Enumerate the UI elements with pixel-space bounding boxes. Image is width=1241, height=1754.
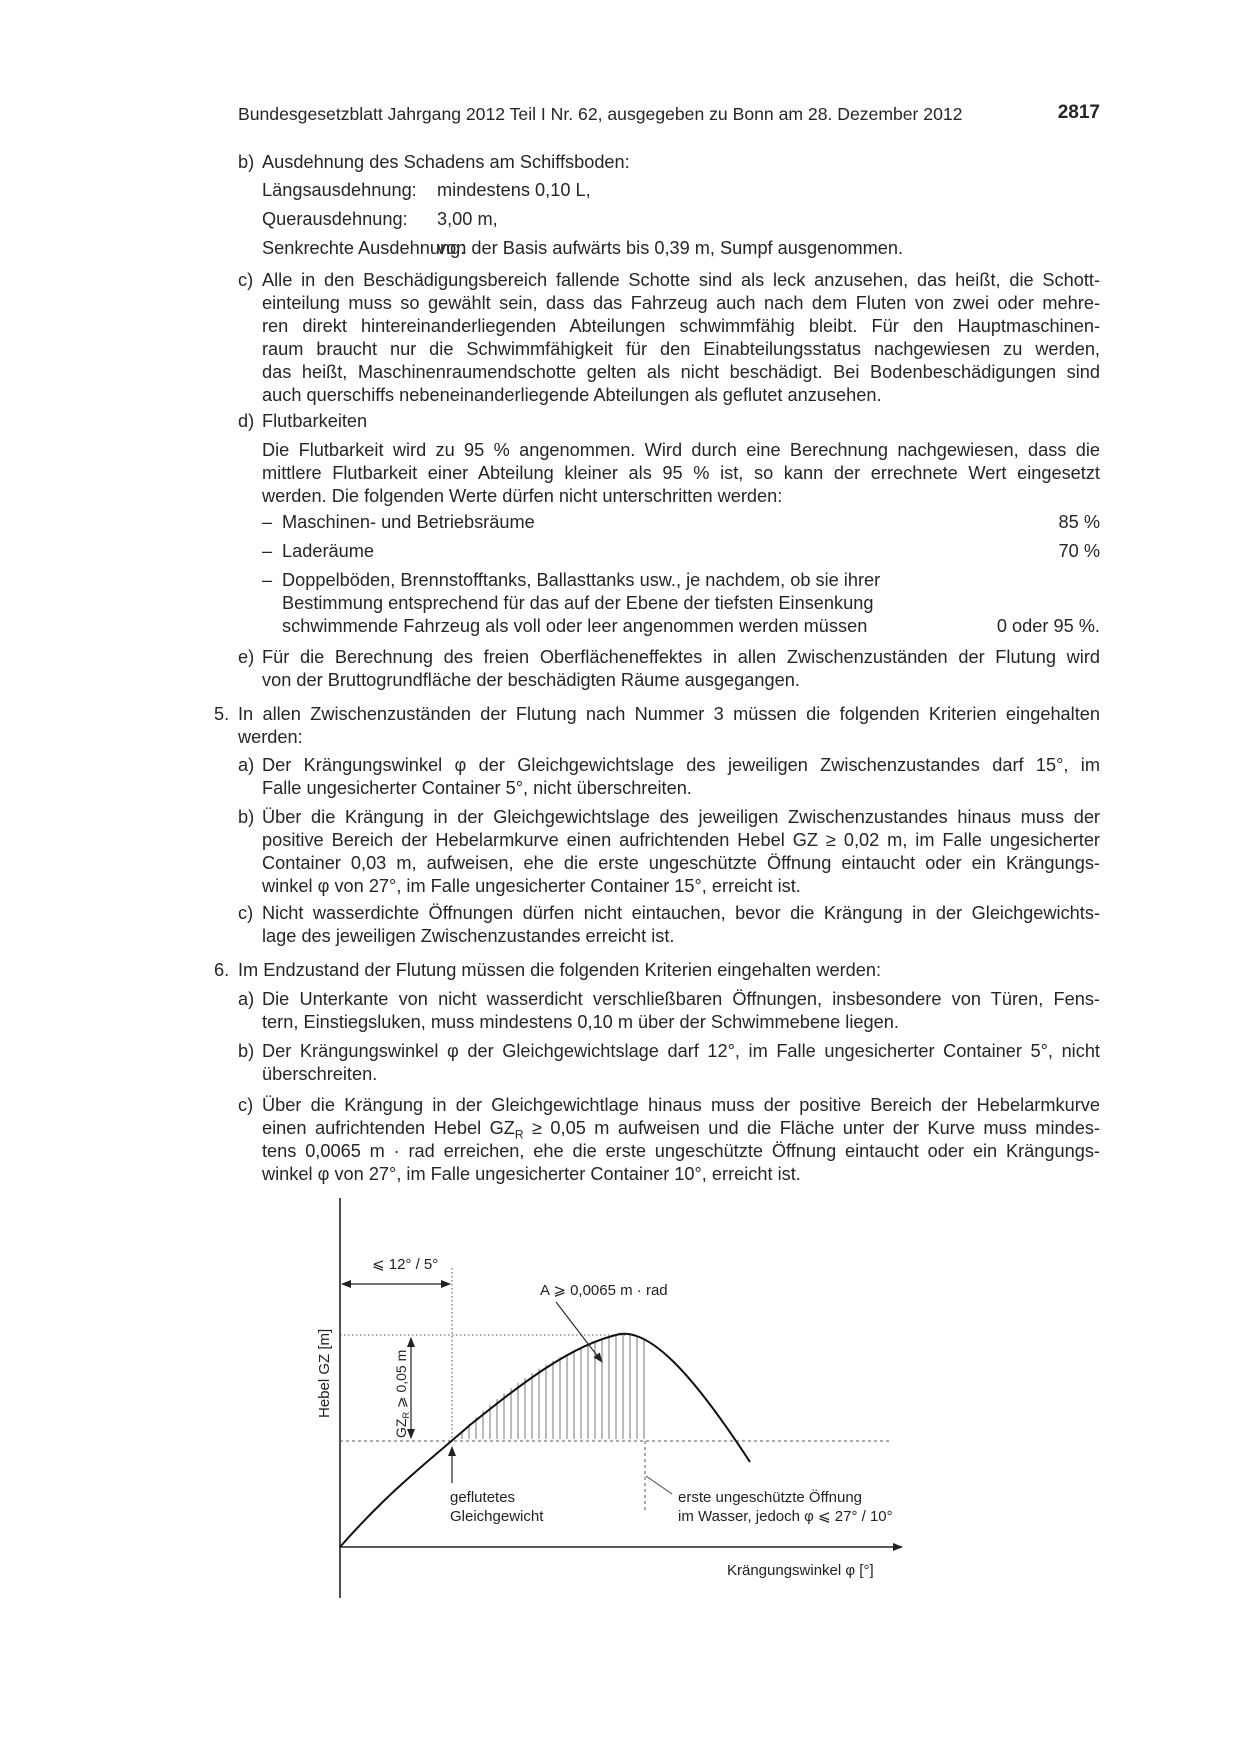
dash-bullet: – xyxy=(262,512,273,532)
item-6-label: 6. xyxy=(214,960,230,980)
text-line: Über die Krängung in der Gleichgewichtslage des jeweiligen Zwischenzustandes hinaus muss der xyxy=(262,807,1100,827)
text-line: überschreiten. xyxy=(262,1064,378,1084)
item-6b xyxy=(238,1040,1100,1088)
text-line: winkel φ von 27°, im Falle ungesicherter Container 15°, erreicht ist. xyxy=(262,876,801,896)
section-d xyxy=(238,410,1100,635)
y-axis-label: Hebel GZ [m] xyxy=(316,1328,333,1418)
text-fragment: ≥ 0,05 m aufweisen und die Fläche unter der Kurve muss mindes- xyxy=(523,1118,1100,1138)
item-5-label: 5. xyxy=(214,704,230,724)
section-d-title: Flutbarkeiten xyxy=(262,411,368,431)
gzr-label xyxy=(393,1350,411,1438)
text-line: Über die Krängung in der Gleichgewichtlage hinaus muss der positive Bereich der Hebelarmkurve xyxy=(262,1095,1100,1115)
item-6b-text xyxy=(262,1040,1100,1086)
permeability-label: Laderäume xyxy=(282,541,375,561)
extent-key: Querausdehnung: xyxy=(262,209,408,229)
item-6a xyxy=(238,988,1100,1036)
text-line: Der Krängungswinkel φ der Gleichgewichtslage des jeweiligen Zwischenzustandes darf 15°, im xyxy=(262,755,1100,775)
text-line: mittlere Flutbarkeit einer Abteilung kleiner als 95 % ist, so kann der errechnete Wert eingesetzt xyxy=(262,463,1100,483)
text-line: tern, Einstiegsluken, muss mindestens 0,10 m über der Schwimmebene liegen. xyxy=(262,1012,899,1032)
opening-label-line: im Wasser, jedoch φ ⩽ 27° / 10° xyxy=(678,1508,893,1525)
text-line: Für die Berechnung des freien Oberflächeneffektes in allen Zwischenzuständen der Flutung wird xyxy=(262,647,1100,667)
extent-key: Senkrechte Ausdehnung: xyxy=(262,238,466,258)
item-5a-label: a) xyxy=(238,755,255,775)
text-line: Die Flutbarkeit wird zu 95 % angenommen. Wird durch eine Berechnung nachgewiesen, dass die xyxy=(262,440,1100,460)
item-6a-label: a) xyxy=(238,989,255,1009)
gzr-label-main: GZ xyxy=(393,1418,409,1438)
extent-key: Längsausdehnung: xyxy=(262,180,417,200)
permeability-value: 70 % xyxy=(1058,541,1100,561)
text-line: Der Krängungswinkel φ der Gleichgewichtslage darf 12°, im Falle ungesicherter Container 5°, nicht xyxy=(262,1041,1100,1061)
item-6c-label: c) xyxy=(238,1095,254,1115)
text-line: Nicht wasserdichte Öffnungen dürfen nicht eintauchen, bevor die Krängung in der Gleichgewichts- xyxy=(262,903,1100,923)
extent-value: mindestens 0,10 L, xyxy=(437,180,591,200)
item-5b-label: b) xyxy=(238,807,255,827)
section-d-text xyxy=(262,439,1100,508)
item-5-text xyxy=(238,703,1100,749)
item-6b-label: b) xyxy=(238,1041,255,1061)
area-hatching xyxy=(462,1330,644,1441)
opening-pointer-line xyxy=(646,1476,672,1494)
extent-value: von der Basis aufwärts bis 0,39 m, Sumpf ausgenommen. xyxy=(437,238,904,258)
text-line: winkel φ von 27°, im Falle ungesicherter Container 10°, erreicht ist. xyxy=(262,1164,801,1184)
text-line: raum braucht nur die Schwimmfähigkeit für den Einabteilungsstatus nachgewiesen zu werden, xyxy=(262,339,1100,359)
area-label: A ⩾ 0,0065 m · rad xyxy=(540,1282,668,1299)
item-6a-text xyxy=(262,988,1100,1034)
dash-bullet: – xyxy=(262,570,273,590)
text-line: Alle in den Beschädigungsbereich fallende Schotte sind als leck anzusehen, das heißt, die Schott- xyxy=(262,270,1100,290)
text-line: lage des jeweiligen Zwischenzustandes erreicht ist. xyxy=(262,926,675,946)
equilibrium-label-line: Gleichgewicht xyxy=(450,1508,544,1525)
text-line: werden. Die folgenden Werte dürfen nicht unterschritten werden: xyxy=(262,486,783,506)
subscript-r: R xyxy=(514,1127,524,1142)
permeability-value: 85 % xyxy=(1058,512,1100,532)
item-5b xyxy=(238,806,1100,900)
section-c-label: c) xyxy=(238,270,254,290)
section-b xyxy=(238,151,1100,271)
item-6c-text xyxy=(262,1094,1100,1186)
section-b-title: Ausdehnung des Schadens am Schiffsboden: xyxy=(262,152,630,172)
text-line: einteilung muss so gewählt sein, dass das Fahrzeug auch nach dem Fluten von zwei oder mehre- xyxy=(262,293,1100,313)
angle-label: ⩽ 12° / 5° xyxy=(372,1256,439,1273)
text-fragment: einen aufrichtenden Hebel GZ xyxy=(262,1118,515,1138)
text-line: werden: xyxy=(238,727,303,747)
item-6-text: Im Endzustand der Flutung müssen die folgenden Kriterien eingehalten werden: xyxy=(238,960,882,980)
text-line: das heißt, Maschinenraumendschotte gelten als nicht beschädigt. Bei Bodenbeschädigungen sind xyxy=(262,362,1100,382)
text-line: Falle ungesicherter Container 5°, nicht überschreiten. xyxy=(262,778,692,798)
text-line: ren direkt hintereinanderliegenden Abteilungen schwimmfähig bleibt. Für den Hauptmaschinen- xyxy=(262,316,1100,336)
item-5a-text xyxy=(262,754,1100,800)
permeability-label: Doppelböden, Brennstofftanks, Ballasttanks usw., je nachdem, ob sie ihrer xyxy=(282,570,881,590)
text-line: von der Bruttogrundfläche der beschädigten Räume ausgegangen. xyxy=(262,670,800,690)
extent-value: 3,00 m, xyxy=(437,209,498,229)
area-pointer-arrow xyxy=(556,1302,602,1362)
lever-arm-diagram xyxy=(300,1195,940,1605)
section-e xyxy=(238,646,1100,694)
section-b-label: b) xyxy=(238,152,255,172)
opening-label-line: erste ungeschützte Öffnung xyxy=(678,1489,863,1506)
dash-bullet: – xyxy=(262,541,273,561)
section-e-text xyxy=(262,646,1100,692)
section-c xyxy=(238,269,1100,409)
permeability-label: schwimmende Fahrzeug als voll oder leer angenommen werden müssen xyxy=(282,616,868,636)
permeability-value: 0 oder 95 %. xyxy=(996,616,1100,636)
x-axis-label: Krängungswinkel φ [°] xyxy=(727,1562,874,1579)
item-5b-text xyxy=(262,806,1100,898)
page-number: 2817 xyxy=(1057,102,1100,123)
equilibrium-label-line: geflutetes xyxy=(450,1489,516,1506)
item-5a xyxy=(238,754,1100,802)
permeability-item xyxy=(262,540,1100,564)
text-line: positive Bereich der Hebelarmkurve einen aufrichtenden Hebel GZ ≥ 0,02 m, im Falle ungesicherter xyxy=(262,830,1100,850)
permeability-item xyxy=(262,569,1100,639)
gzr-label-rest: ⩾ 0,05 m xyxy=(393,1349,409,1413)
page-header xyxy=(238,101,1100,127)
item-5c xyxy=(238,902,1100,950)
section-c-text xyxy=(262,269,1100,407)
section-e-label: e) xyxy=(238,647,255,667)
gzr-label-sub: R xyxy=(401,1412,411,1419)
permeability-item xyxy=(262,511,1100,535)
text-line: Die Unterkante von nicht wasserdicht verschließbaren Öffnungen, insbesondere von Türen, Fens- xyxy=(262,989,1100,1009)
item-5 xyxy=(214,703,1100,751)
item-5c-text xyxy=(262,902,1100,948)
text-line xyxy=(262,1117,1100,1140)
text-line: auch querschiffs nebeneinanderliegende Abteilungen als geflutet anzusehen. xyxy=(262,385,882,405)
permeability-label: Bestimmung entsprechend für das auf der Ebene der tiefsten Einsenkung xyxy=(282,593,874,613)
section-d-label: d) xyxy=(238,411,255,431)
item-5c-label: c) xyxy=(238,903,254,923)
header-title: Bundesgesetzblatt Jahrgang 2012 Teil I Nr. 62, ausgegeben zu Bonn am 28. Dezember 2012 xyxy=(238,104,963,124)
text-line: In allen Zwischenzuständen der Flutung nach Nummer 3 müssen die folgenden Kriterien eingehalten xyxy=(238,704,1100,724)
permeability-label: Maschinen- und Betriebsräume xyxy=(282,512,535,532)
text-line: tens 0,0065 m · rad erreichen, ehe die erste ungeschützte Öffnung eintaucht oder ein Krängungs- xyxy=(262,1141,1100,1161)
text-line: Container 0,03 m, aufweisen, ehe die erste ungeschützte Öffnung eintaucht oder ein Krängungs- xyxy=(262,853,1100,873)
item-6c xyxy=(238,1094,1100,1188)
item-6 xyxy=(214,959,1100,983)
